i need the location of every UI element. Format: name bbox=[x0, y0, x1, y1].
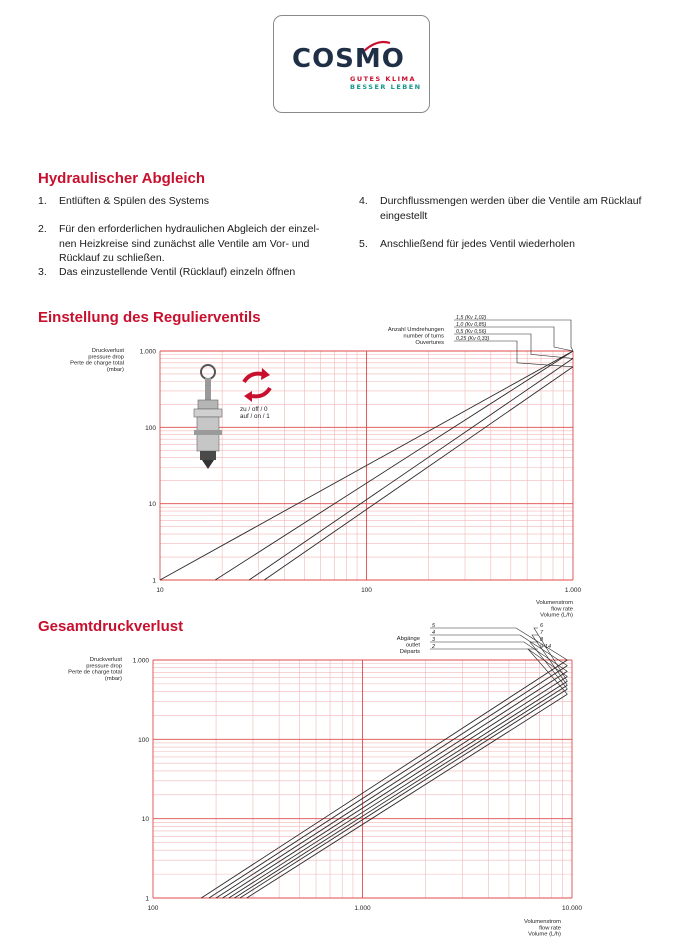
legend-title: outlet bbox=[405, 642, 420, 649]
section-title-total-pressure-loss: Gesamtdruckverlust bbox=[38, 618, 184, 635]
x-axis-label: Volumenstrom bbox=[535, 600, 573, 606]
series-label: 1,5 (Kv 1,02) bbox=[456, 315, 487, 321]
x-axis-label: Volume (L/h) bbox=[540, 612, 573, 619]
step-number: 1. bbox=[38, 195, 47, 207]
series-line bbox=[264, 367, 573, 580]
valve-illustration-icon bbox=[194, 365, 222, 469]
y-axis-label: Druckverlust bbox=[89, 657, 122, 663]
step-number: 3. bbox=[38, 266, 47, 278]
series-line bbox=[240, 689, 567, 898]
section-title-valve-setting: Einstellung des Regulierventils bbox=[38, 309, 261, 326]
series-label: 5 bbox=[432, 623, 436, 629]
step-text: Für den erforderlichen hydraulichen Abgleich der einzel- nen Heizkreise sind zunächst alle Ventile am Vor- und Rücklauf zu schließen. bbox=[59, 223, 320, 264]
y-axis-label: Perte de charge total bbox=[68, 669, 122, 676]
rotate-arrows-icon bbox=[244, 368, 270, 402]
legend-title: Départs bbox=[399, 649, 420, 655]
series-line bbox=[209, 666, 567, 898]
series-label: 8 bbox=[540, 637, 544, 643]
arrow-head-shape bbox=[261, 368, 270, 380]
y-tick-label: 1 bbox=[145, 895, 149, 903]
x-tick-label: 100 bbox=[147, 905, 159, 912]
x-tick-label: 10 bbox=[156, 587, 164, 594]
y-axis-label: Perte de charge total bbox=[70, 360, 124, 367]
x-axis-label: flow rate bbox=[551, 606, 573, 613]
series-line bbox=[249, 358, 573, 580]
x-tick-label: 10.000 bbox=[562, 905, 582, 912]
step-3 bbox=[38, 265, 358, 281]
y-tick-label: 10 bbox=[141, 816, 149, 824]
x-axis-label: flow rate bbox=[539, 925, 561, 932]
series-label: 0,5 (Kv 0,56) bbox=[456, 329, 487, 335]
series-label: 9-14 bbox=[540, 644, 552, 650]
key-ring-shape bbox=[201, 365, 215, 379]
y-tick-label: 100 bbox=[138, 736, 149, 744]
series-line bbox=[229, 681, 568, 898]
valve-tip-shape bbox=[202, 460, 214, 469]
series-label: 0,25 (Kv 0,33) bbox=[456, 336, 490, 342]
legend-title: Anzahl Umdrehungen bbox=[387, 327, 444, 333]
valve-ring-shape bbox=[194, 430, 222, 435]
series-label: 4 bbox=[432, 630, 436, 636]
series-line bbox=[223, 677, 568, 899]
y-tick-label: 1.000 bbox=[139, 348, 156, 356]
valve-cap-shape bbox=[198, 400, 218, 409]
step-number: 4. bbox=[359, 195, 368, 207]
step-number: 2. bbox=[38, 223, 47, 235]
x-tick-label: 1.000 bbox=[354, 905, 371, 912]
series-line bbox=[235, 685, 568, 898]
brand-logo-box bbox=[273, 15, 430, 113]
brand-tagline-1: GUTES KLIMA bbox=[350, 75, 417, 83]
arrow-arc-shape bbox=[244, 374, 262, 382]
x-axis-label: Volumenstrom bbox=[523, 919, 561, 925]
y-axis-label: pressure drop bbox=[86, 663, 122, 670]
step-text: Das einzustellende Ventil (Rücklauf) einzeln öffnen bbox=[59, 266, 296, 278]
series-label: 7 bbox=[540, 630, 544, 636]
valve-state-label: auf / on / 1 bbox=[240, 413, 270, 420]
x-axis-label: Volume (L/h) bbox=[528, 931, 561, 938]
series-line bbox=[201, 660, 567, 898]
arrow-head-shape bbox=[244, 391, 252, 402]
y-tick-label: 100 bbox=[145, 424, 156, 432]
series-label: 6 bbox=[540, 623, 544, 629]
y-axis-label: (mbar) bbox=[106, 366, 124, 373]
y-axis-label: Druckverlust bbox=[91, 348, 124, 354]
step-text: Entlüften & Spülen des Systems bbox=[59, 195, 209, 207]
leader-line bbox=[534, 628, 567, 681]
series-label: 2 bbox=[432, 644, 436, 650]
step-5 bbox=[359, 237, 669, 253]
series-label: 1,0 (Kv 0,85) bbox=[456, 322, 487, 328]
arrow-arc-shape bbox=[252, 388, 270, 396]
legend-title: Ouvertures bbox=[415, 340, 444, 346]
series-line bbox=[215, 351, 573, 580]
series-label: 3 bbox=[432, 637, 436, 643]
step-text: Durchflussmengen werden über die Ventile am Rücklauf eingestellt bbox=[380, 195, 642, 222]
step-1 bbox=[38, 194, 358, 210]
total-pressure-loss-chart bbox=[0, 620, 679, 942]
valve-state-label: zu / off / 0 bbox=[240, 406, 268, 413]
legend-title: Abgänge bbox=[396, 636, 420, 642]
y-axis-label: (mbar) bbox=[104, 675, 122, 682]
y-tick-label: 10 bbox=[148, 501, 156, 509]
step-2 bbox=[38, 222, 358, 266]
leader-line bbox=[430, 635, 567, 666]
step-text: Anschließend für jedes Ventil wiederholen bbox=[380, 238, 575, 250]
x-tick-label: 1.000 bbox=[564, 587, 582, 594]
valve-nut-shape bbox=[200, 451, 216, 460]
valve-body-shape bbox=[194, 409, 222, 417]
brand-tagline-2: BESSER LEBEN bbox=[350, 83, 422, 91]
step-4 bbox=[359, 194, 669, 224]
series-line bbox=[216, 671, 567, 898]
valve-setting-chart bbox=[0, 312, 679, 622]
step-number: 5. bbox=[359, 238, 368, 250]
legend-title: number of turns bbox=[403, 333, 444, 340]
series-line bbox=[247, 694, 568, 898]
y-axis-label: pressure drop bbox=[88, 354, 124, 361]
section-title-hydraulic-balancing: Hydraulischer Abgleich bbox=[38, 170, 205, 187]
y-tick-label: 1 bbox=[152, 577, 156, 585]
y-tick-label: 1.000 bbox=[132, 657, 149, 665]
x-tick-label: 100 bbox=[361, 587, 372, 594]
key-shaft-shape bbox=[205, 378, 211, 400]
brand-wordmark: COSMO bbox=[292, 44, 405, 74]
